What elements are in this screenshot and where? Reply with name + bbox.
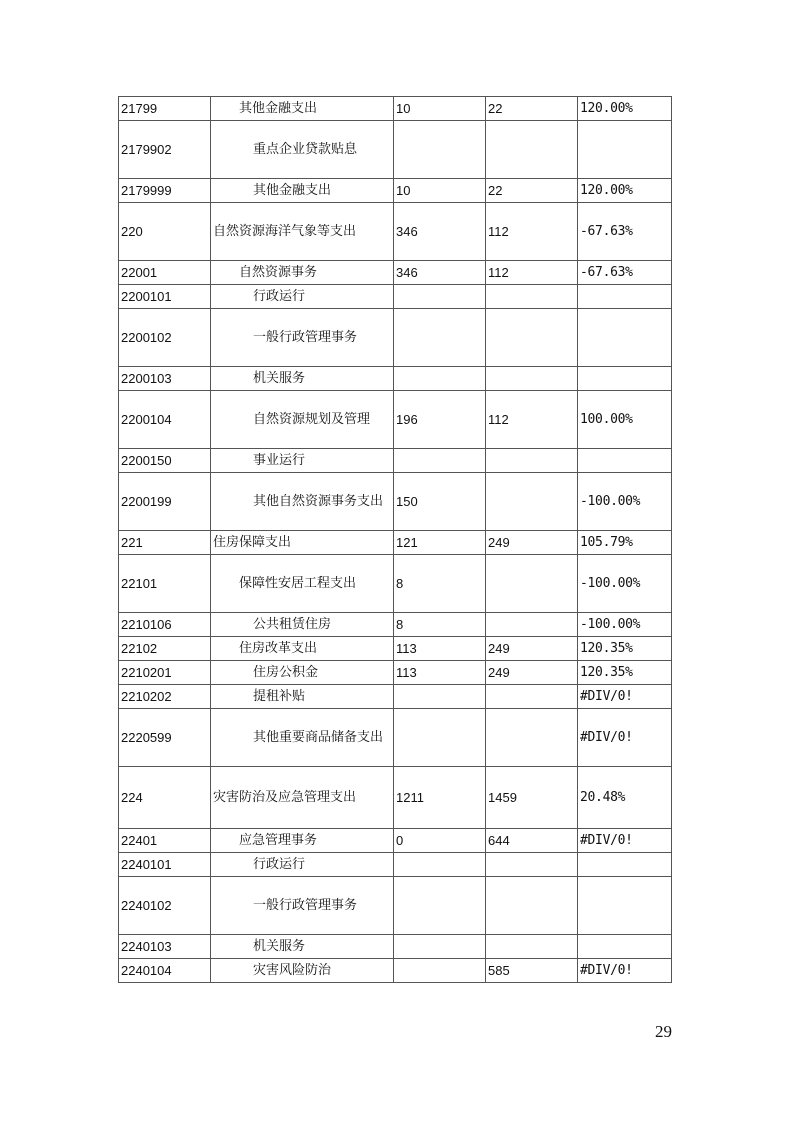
change-pct-cell: -100.00%: [578, 555, 672, 613]
budget-table-body: [119, 97, 672, 983]
code-cell: 224: [119, 767, 211, 829]
code-cell: 2200102: [119, 309, 211, 367]
current-year-cell: [486, 935, 578, 959]
table-row: [119, 959, 672, 983]
name-cell: 一般行政管理事务: [211, 877, 394, 935]
change-pct-cell: 100.00%: [578, 391, 672, 449]
code-cell: 2240103: [119, 935, 211, 959]
code-cell: 2200101: [119, 285, 211, 309]
prior-year-cell: 150: [394, 473, 486, 531]
prior-year-cell: [394, 367, 486, 391]
prior-year-cell: [394, 685, 486, 709]
current-year-cell: [486, 709, 578, 767]
table-row: [119, 853, 672, 877]
prior-year-cell: 1211: [394, 767, 486, 829]
prior-year-cell: [394, 449, 486, 473]
current-year-cell: 112: [486, 203, 578, 261]
table-row: [119, 767, 672, 829]
current-year-cell: [486, 685, 578, 709]
name-cell: 住房改革支出: [211, 637, 394, 661]
table-row: [119, 449, 672, 473]
code-cell: 22401: [119, 829, 211, 853]
table-row: [119, 121, 672, 179]
code-cell: 2240104: [119, 959, 211, 983]
name-cell: 重点企业贷款贴息: [211, 121, 394, 179]
table-row: [119, 685, 672, 709]
name-cell: 其他金融支出: [211, 179, 394, 203]
table-row: [119, 555, 672, 613]
table-row: [119, 637, 672, 661]
current-year-cell: [486, 449, 578, 473]
name-cell: 住房保障支出: [211, 531, 394, 555]
name-cell: 自然资源规划及管理: [211, 391, 394, 449]
name-cell: 公共租赁住房: [211, 613, 394, 637]
change-pct-cell: [578, 449, 672, 473]
table-row: [119, 531, 672, 555]
name-cell: 自然资源事务: [211, 261, 394, 285]
prior-year-cell: 10: [394, 179, 486, 203]
page-number: 29: [655, 1022, 672, 1041]
current-year-cell: [486, 367, 578, 391]
current-year-cell: [486, 877, 578, 935]
code-cell: 2179902: [119, 121, 211, 179]
code-cell: 2200103: [119, 367, 211, 391]
budget-table: [118, 96, 672, 983]
change-pct-cell: #DIV/0!: [578, 829, 672, 853]
name-cell: 机关服务: [211, 935, 394, 959]
table-row: [119, 829, 672, 853]
current-year-cell: [486, 613, 578, 637]
code-cell: 2210106: [119, 613, 211, 637]
change-pct-cell: 120.35%: [578, 637, 672, 661]
code-cell: 2210201: [119, 661, 211, 685]
table-row: [119, 877, 672, 935]
change-pct-cell: 120.35%: [578, 661, 672, 685]
current-year-cell: 22: [486, 179, 578, 203]
prior-year-cell: 113: [394, 661, 486, 685]
change-pct-cell: -67.63%: [578, 203, 672, 261]
name-cell: 应急管理事务: [211, 829, 394, 853]
table-row: [119, 179, 672, 203]
name-cell: 一般行政管理事务: [211, 309, 394, 367]
change-pct-cell: [578, 877, 672, 935]
prior-year-cell: 8: [394, 613, 486, 637]
current-year-cell: 249: [486, 531, 578, 555]
current-year-cell: [486, 309, 578, 367]
prior-year-cell: 8: [394, 555, 486, 613]
prior-year-cell: [394, 959, 486, 983]
code-cell: 2179999: [119, 179, 211, 203]
code-cell: 2200104: [119, 391, 211, 449]
prior-year-cell: 196: [394, 391, 486, 449]
prior-year-cell: 121: [394, 531, 486, 555]
change-pct-cell: #DIV/0!: [578, 709, 672, 767]
table-row: [119, 473, 672, 531]
name-cell: 灾害防治及应急管理支出: [211, 767, 394, 829]
change-pct-cell: 105.79%: [578, 531, 672, 555]
current-year-cell: 1459: [486, 767, 578, 829]
code-cell: 22001: [119, 261, 211, 285]
name-cell: 灾害风险防治: [211, 959, 394, 983]
name-cell: 其他金融支出: [211, 97, 394, 121]
current-year-cell: 112: [486, 391, 578, 449]
prior-year-cell: 113: [394, 637, 486, 661]
current-year-cell: [486, 285, 578, 309]
change-pct-cell: [578, 367, 672, 391]
prior-year-cell: [394, 309, 486, 367]
current-year-cell: [486, 473, 578, 531]
name-cell: 其他自然资源事务支出: [211, 473, 394, 531]
prior-year-cell: [394, 285, 486, 309]
prior-year-cell: 346: [394, 261, 486, 285]
table-row: [119, 309, 672, 367]
change-pct-cell: -67.63%: [578, 261, 672, 285]
code-cell: 2210202: [119, 685, 211, 709]
change-pct-cell: #DIV/0!: [578, 959, 672, 983]
table-row: [119, 97, 672, 121]
code-cell: 2200199: [119, 473, 211, 531]
name-cell: 其他重要商品储备支出: [211, 709, 394, 767]
name-cell: 住房公积金: [211, 661, 394, 685]
current-year-cell: 22: [486, 97, 578, 121]
prior-year-cell: 10: [394, 97, 486, 121]
name-cell: 行政运行: [211, 853, 394, 877]
name-cell: 事业运行: [211, 449, 394, 473]
code-cell: 21799: [119, 97, 211, 121]
prior-year-cell: 0: [394, 829, 486, 853]
prior-year-cell: [394, 853, 486, 877]
current-year-cell: [486, 555, 578, 613]
current-year-cell: 249: [486, 661, 578, 685]
table-row: [119, 709, 672, 767]
change-pct-cell: 120.00%: [578, 179, 672, 203]
code-cell: 2240101: [119, 853, 211, 877]
current-year-cell: 249: [486, 637, 578, 661]
name-cell: 行政运行: [211, 285, 394, 309]
change-pct-cell: [578, 285, 672, 309]
name-cell: 保障性安居工程支出: [211, 555, 394, 613]
prior-year-cell: [394, 709, 486, 767]
current-year-cell: 644: [486, 829, 578, 853]
change-pct-cell: #DIV/0!: [578, 685, 672, 709]
change-pct-cell: [578, 309, 672, 367]
table-row: [119, 661, 672, 685]
code-cell: 221: [119, 531, 211, 555]
code-cell: 2200150: [119, 449, 211, 473]
name-cell: 机关服务: [211, 367, 394, 391]
current-year-cell: 585: [486, 959, 578, 983]
table-row: [119, 391, 672, 449]
current-year-cell: [486, 121, 578, 179]
code-cell: 2240102: [119, 877, 211, 935]
code-cell: 22102: [119, 637, 211, 661]
prior-year-cell: [394, 121, 486, 179]
change-pct-cell: [578, 935, 672, 959]
change-pct-cell: -100.00%: [578, 613, 672, 637]
table-row: [119, 613, 672, 637]
name-cell: 自然资源海洋气象等支出: [211, 203, 394, 261]
code-cell: 220: [119, 203, 211, 261]
prior-year-cell: 346: [394, 203, 486, 261]
table-row: [119, 367, 672, 391]
table-row: [119, 935, 672, 959]
code-cell: 2220599: [119, 709, 211, 767]
current-year-cell: 112: [486, 261, 578, 285]
table-row: [119, 203, 672, 261]
change-pct-cell: 20.48%: [578, 767, 672, 829]
change-pct-cell: [578, 853, 672, 877]
change-pct-cell: 120.00%: [578, 97, 672, 121]
name-cell: 提租补贴: [211, 685, 394, 709]
current-year-cell: [486, 853, 578, 877]
prior-year-cell: [394, 935, 486, 959]
change-pct-cell: [578, 121, 672, 179]
prior-year-cell: [394, 877, 486, 935]
change-pct-cell: -100.00%: [578, 473, 672, 531]
code-cell: 22101: [119, 555, 211, 613]
table-row: [119, 285, 672, 309]
table-row: [119, 261, 672, 285]
